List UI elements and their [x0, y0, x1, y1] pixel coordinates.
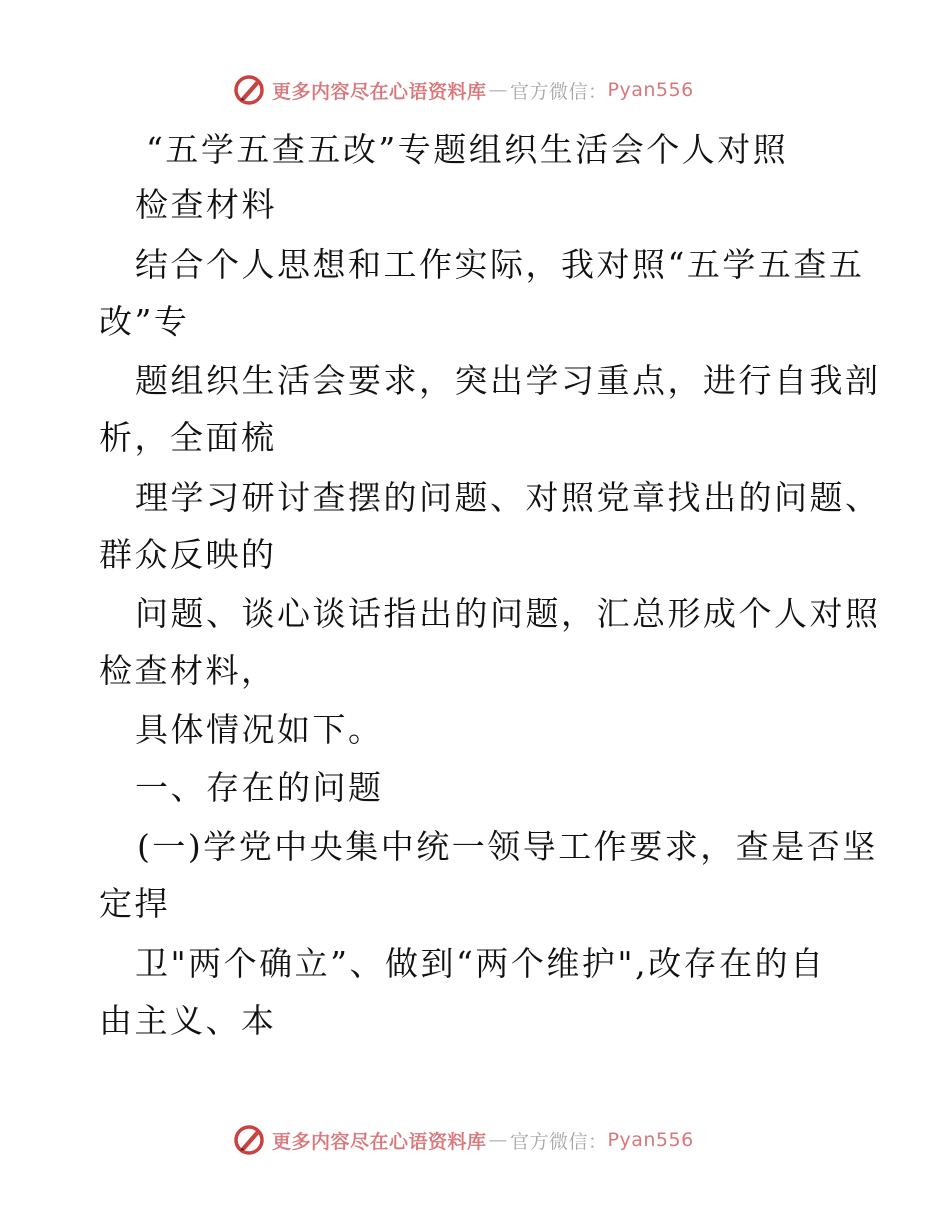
pen-circle-icon	[232, 73, 266, 107]
paragraph-line: 群众反映的	[99, 535, 277, 574]
paragraph-line: 卫"两个确立”、做到“两个维护",改存在的自	[135, 944, 826, 983]
paragraph-line: 理学习研讨查摆的问题、对照党章找出的问题、	[135, 478, 881, 517]
watermark-id: Pyan556	[607, 79, 694, 101]
watermark-label: 官方微信：	[510, 1130, 608, 1153]
watermark-id: Pyan556	[607, 1129, 694, 1151]
paragraph-line: 由主义、本	[99, 1001, 277, 1040]
section-heading: 一、存在的问题	[135, 768, 384, 807]
header-watermark	[232, 72, 732, 108]
paragraph-line: (一)学党中央集中统一领导工作要求，查是否坚	[137, 827, 878, 866]
paragraph-line: 题组织生活会要求，突出学习重点，进行自我剖	[135, 361, 881, 400]
paragraph-line: 具体情况如下。	[135, 710, 384, 749]
paragraph-line: 定捍	[99, 884, 170, 923]
paragraph-line: 析，全面梳	[99, 418, 277, 457]
pen-circle-icon	[232, 1123, 266, 1157]
paragraph-line: 改”专	[99, 302, 190, 341]
watermark-dash: —	[488, 1129, 509, 1151]
paragraph-line: 结合个人思想和工作实际，我对照“五学五查五	[135, 245, 865, 284]
watermark-brand: 更多内容尽在心语资料库	[272, 1130, 487, 1153]
doc-title-line-2: 检查材料	[135, 185, 277, 224]
watermark-brand: 更多内容尽在心语资料库	[272, 80, 487, 103]
doc-title-line-1: “五学五查五改”专题组织生活会个人对照	[146, 130, 789, 169]
footer-watermark	[232, 1122, 732, 1158]
watermark-dash: —	[488, 79, 509, 101]
paragraph-line: 检查材料，	[99, 651, 277, 690]
watermark-label: 官方微信：	[510, 80, 608, 103]
paragraph-line: 问题、谈心谈话指出的问题，汇总形成个人对照	[135, 594, 881, 633]
